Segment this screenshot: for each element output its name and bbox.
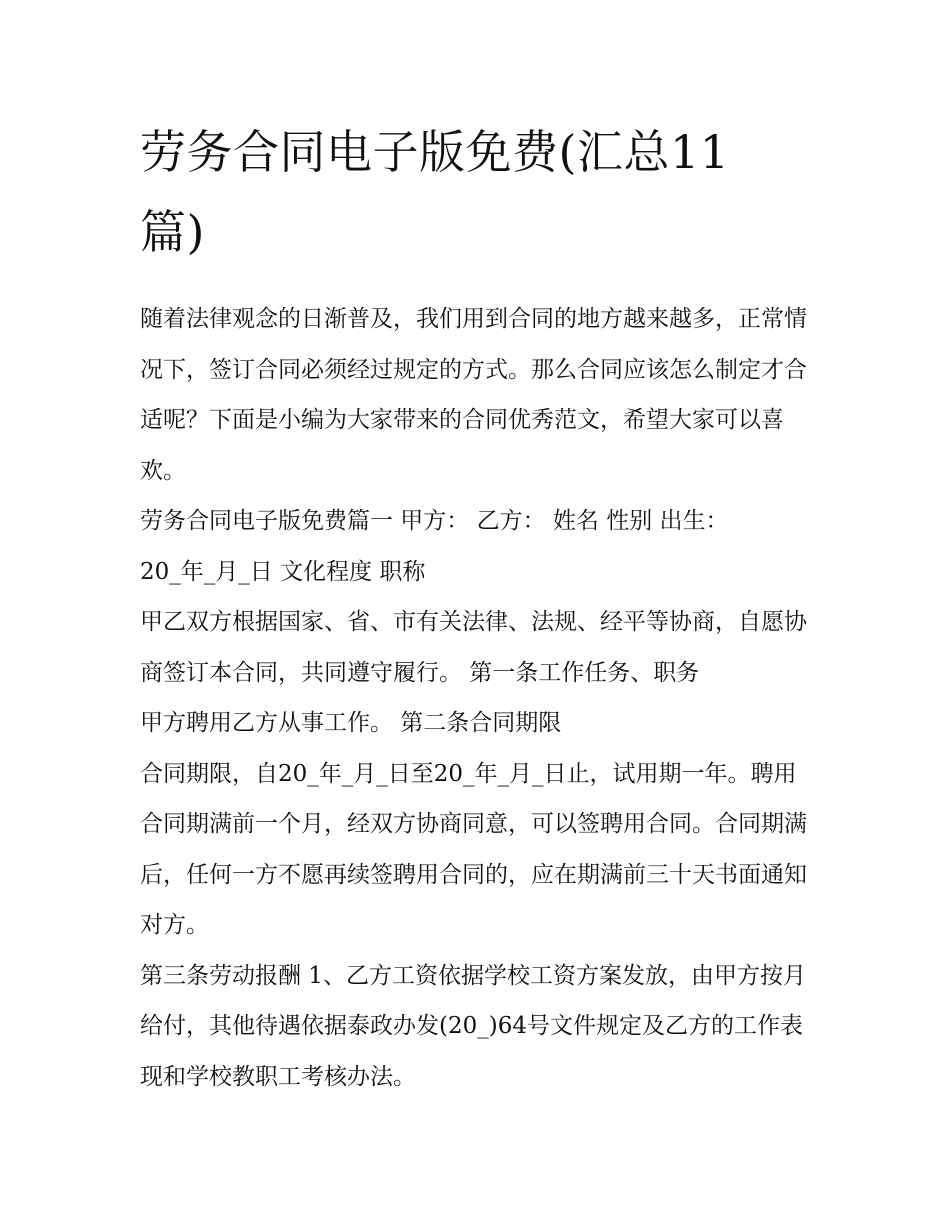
document-page [140,112,812,1102]
paragraph-remuneration: 第三条劳动报酬 1、乙方工资依据学校工资方案发放，由甲方按月给付，其他待遇依据泰政办发(20_)64号文件规定及乙方的工作表现和学校教职工考核办法。 [140,962,806,1090]
paragraph-intro: 随着法律观念的日渐普及，我们用到合同的地方越来越多，正常情况下，签订合同必须经过规定的方式。那么合同应该怎么制定才合适呢？下面是小编为大家带来的合同优秀范文，希望大家可以喜欢。 [140,306,807,484]
paragraph-contract-term: 合同期限，自20_年_月_日至20_年_月_日止，试用期一年。聘用合同期满前一个月，经双方协商同意，可以签聘用合同。合同期满后，任何一方不愿再续签聘用合同的，应在期满前三十天书面通知对方。 [140,760,807,938]
document-title: 劳务合同电子版免费(汇总11篇) [140,125,730,259]
document-body [140,294,812,1102]
paragraph-parties: 劳务合同电子版免费篇一 甲方： 乙方： 姓名 性别 出生： [140,508,729,534]
paragraph-employment: 甲方聘用乙方从事工作。 第二条合同期限 [140,710,562,736]
paragraph-birth-education: 20_年_月_日 文化程度 职称 [140,558,426,585]
paragraph-agreement: 甲乙双方根据国家、省、市有关法律、法规、经平等协商，自愿协商签订本合同，共同遵守履行。 第一条工作任务、职务 [140,609,807,686]
